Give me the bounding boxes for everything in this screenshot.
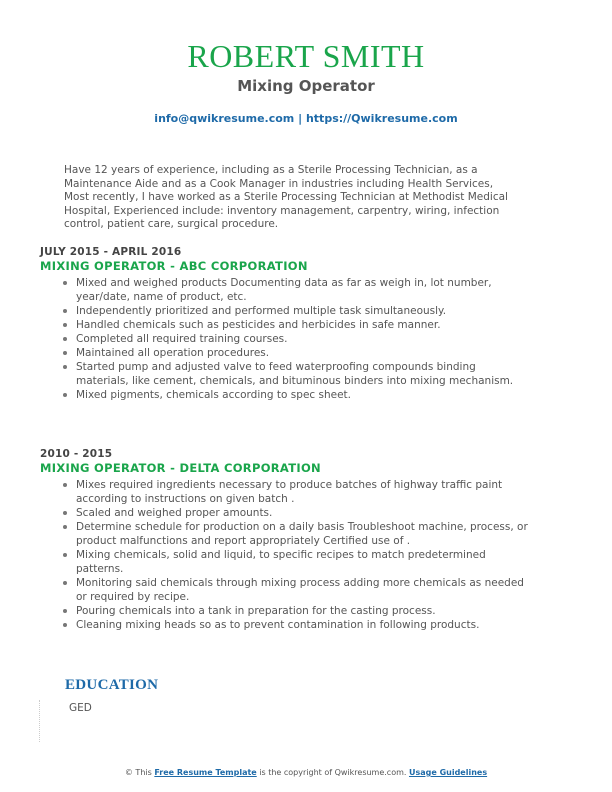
bullet-item: Scaled and weighed proper amounts. xyxy=(76,506,530,520)
candidate-name: ROBERT SMITH xyxy=(187,38,425,74)
job-title: MIXING OPERATOR - ABC CORPORATION xyxy=(40,259,308,273)
bullet-item: Mixed and weighed products Documenting data as far as weigh in, lot number, year/date, name of product, etc. xyxy=(76,276,530,304)
footer-copyright-text: is the copyright of Qwikresume.com. xyxy=(256,768,409,777)
usage-guidelines-link[interactable]: Usage Guidelines xyxy=(408,768,488,777)
education-heading: EDUCATION xyxy=(65,677,159,693)
job-bullets xyxy=(40,478,530,632)
bullet-item: Handled chemicals such as pesticides and herbicides in safe manner. xyxy=(76,318,530,332)
job-dates: 2010 - 2015 xyxy=(40,448,113,460)
bullet-item: Independently prioritized and performed multiple task simultaneously. xyxy=(76,304,530,318)
job-dates: JULY 2015 - APRIL 2016 xyxy=(40,246,182,258)
experience-entry-1 xyxy=(40,246,530,402)
website-link[interactable]: https://Qwikresume.com xyxy=(305,112,458,125)
contact-line xyxy=(0,112,612,125)
bullet-item: Mixes required ingredients necessary to produce batches of highway traffic paint according to instructions on given batch . xyxy=(76,478,530,506)
summary-paragraph: Have 12 years of experience, including as a Sterile Processing Technician, as a Maintenance Aide and as a Cook Manager in industries including Health Services, Most recently, I have worked as a Sterile Processing Technician at Methodist Medical Hospital, Experienced include: inventory management, carpentry, wiring, infection control, patient care, surgical procedure. xyxy=(64,164,508,231)
experience-entry-2 xyxy=(40,448,530,632)
bullet-item: Determine schedule for production on a daily basis Troubleshoot machine, process, or product malfunctions and report appropriately Certified use of . xyxy=(76,520,530,548)
bullet-item: Monitoring said chemicals through mixing process adding more chemicals as needed or required by recipe. xyxy=(76,576,530,604)
bullet-item: Pouring chemicals into a tank in preparation for the casting process. xyxy=(76,604,530,618)
bullet-item: Completed all required training courses. xyxy=(76,332,530,346)
bullet-item: Mixing chemicals, solid and liquid, to specific recipes to match predetermined patterns. xyxy=(76,548,530,576)
job-title: MIXING OPERATOR - DELTA CORPORATION xyxy=(40,461,321,475)
bullet-item: Cleaning mixing heads so as to prevent contamination in following products. xyxy=(76,618,530,632)
bullet-item: Started pump and adjusted valve to feed waterproofing compounds binding materials, like cement, chemicals, and bituminous binders into mixing mechanism. xyxy=(76,360,530,388)
contact-separator: | xyxy=(294,112,306,125)
education-divider xyxy=(39,700,40,742)
bullet-item: Mixed pigments, chemicals according to spec sheet. xyxy=(76,388,530,402)
free-resume-template-link[interactable]: Free Resume Template xyxy=(154,768,257,777)
footer xyxy=(0,768,612,778)
bullet-item: Maintained all operation procedures. xyxy=(76,346,530,360)
candidate-title: Mixing Operator xyxy=(237,77,375,95)
email-link[interactable]: info@qwikresume.com xyxy=(154,112,295,125)
job-bullets xyxy=(40,276,530,402)
education-item: GED xyxy=(69,702,92,714)
footer-prefix: © This xyxy=(124,768,155,777)
